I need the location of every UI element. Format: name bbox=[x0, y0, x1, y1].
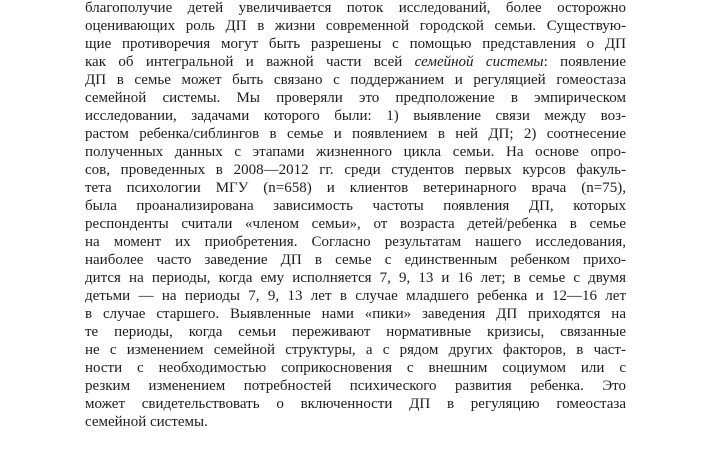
text-line-3: щие противоречия могут быть разрешены с помощью представления о ДП bbox=[85, 36, 626, 52]
text-line-21: ности с необходимостью соприкосновения с внешним социумом или с bbox=[85, 360, 626, 376]
text-line-23: может свидетельствовать о включенности ДП в регуляцию гомеостаза bbox=[85, 396, 626, 412]
text-line-9: полученных данных с этапами жизненного цикла семьи. На основе опро- bbox=[85, 144, 626, 160]
article-text-block bbox=[85, 0, 626, 431]
text-line-4 bbox=[85, 53, 626, 71]
text-line-8: растом ребенка/сиблингов в семье и появлением в ней ДП; 2) соотнесение bbox=[85, 126, 626, 142]
text-line-2: оценивающих роль ДП в жизни современной городской семьи. Существую- bbox=[85, 18, 626, 34]
text-line-20: не с изменением семейной структуры, а с рядом других факторов, в част- bbox=[85, 342, 626, 358]
text-line-16: дится на периоды, когда ему исполняется 7, 9, 13 и 16 лет; в семье с двумя bbox=[85, 270, 626, 286]
text-line-22: резким изменением потребностей психического развития ребенка. Это bbox=[85, 378, 626, 394]
text-line-19: те периоды, когда семьи переживают нормативные кризисы, связанные bbox=[85, 324, 626, 340]
text-line-7: исследовании, задачами которого были: 1) выявление связи между воз- bbox=[85, 108, 626, 124]
text-line-24: семейной системы. bbox=[85, 414, 208, 430]
text-line-13: респонденты считали «членом семьи», от возраста детей/ребенка в семье bbox=[85, 216, 626, 232]
text-line-4-italic-term: семейной системы bbox=[414, 54, 544, 70]
text-line-14: на момент их приобретения. Согласно результатам нашего исследования, bbox=[85, 234, 626, 250]
text-line-6: семейной системы. Мы проверяли это предположение в эмпирическом bbox=[85, 90, 626, 106]
text-line-4-post: : появление bbox=[543, 54, 626, 70]
text-line-4-pre: как об интегральной и важной части всей bbox=[85, 54, 415, 70]
text-line-11: тета психологии МГУ (n=658) и клиентов ветеринарного врача (n=75), bbox=[85, 180, 626, 196]
text-line-5: ДП в семье может быть связано с поддержанием и регуляцией гомеостаза bbox=[85, 72, 626, 88]
text-line-10: сов, проведенных в 2008—2012 гг. среди студентов первых курсов факуль- bbox=[85, 162, 626, 178]
text-line-17: детьми — на периоды 7, 9, 13 лет в случае младшего ребенка и 12—16 лет bbox=[85, 288, 626, 304]
text-line-12: была проанализирована зависимость частоты появления ДП, которых bbox=[85, 198, 626, 214]
text-line-18: в случае старшего. Выявленные нами «пики» заведения ДП приходятся на bbox=[85, 306, 626, 322]
text-line-15: наиболее часто заведение ДП в семье с единственным ребенком прихо- bbox=[85, 252, 626, 268]
text-line-1: благополучие детей увеличивается поток исследований, более осторожно bbox=[85, 0, 626, 16]
